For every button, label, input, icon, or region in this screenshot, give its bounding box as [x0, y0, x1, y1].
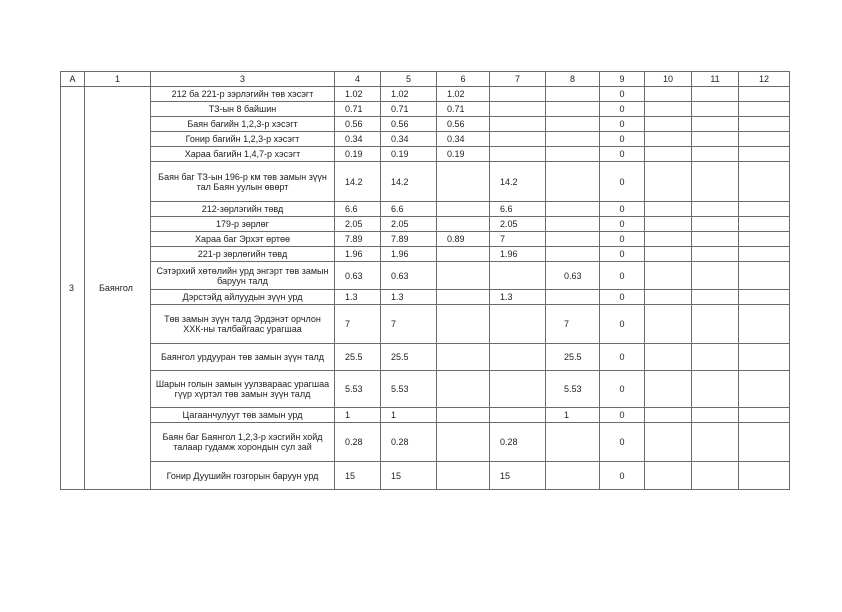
- value-cell: [437, 262, 490, 290]
- value-cell: 0: [600, 344, 645, 371]
- value-cell: 0.71: [335, 102, 381, 117]
- empty-cell: [692, 102, 739, 117]
- header-cell: 3: [151, 72, 335, 87]
- location-cell: Баян баг Баянгол 1,2,3-р хэсгийн хойд талаар гудамж хорондын сул зай: [151, 423, 335, 462]
- value-cell: 6.6: [335, 202, 381, 217]
- value-cell: 15: [381, 462, 437, 490]
- empty-cell: [739, 462, 790, 490]
- value-cell: 0: [600, 305, 645, 344]
- empty-cell: [739, 408, 790, 423]
- value-cell: 0: [600, 147, 645, 162]
- value-cell: 0.71: [381, 102, 437, 117]
- header-cell: 8: [546, 72, 600, 87]
- empty-cell: [645, 87, 692, 102]
- empty-cell: [645, 102, 692, 117]
- value-cell: [490, 344, 546, 371]
- value-cell: 0.56: [381, 117, 437, 132]
- header-cell: 4: [335, 72, 381, 87]
- empty-cell: [692, 305, 739, 344]
- location-cell: Шарын голын замын уулзвараас урагшаа гүүр хүртэл төв замын зүүн талд: [151, 371, 335, 408]
- value-cell: 5.53: [335, 371, 381, 408]
- empty-cell: [645, 232, 692, 247]
- value-cell: [490, 117, 546, 132]
- value-cell: 7.89: [381, 232, 437, 247]
- value-cell: 0: [600, 87, 645, 102]
- table-row: [61, 102, 790, 117]
- value-cell: [437, 462, 490, 490]
- header-cell: 6: [437, 72, 490, 87]
- empty-cell: [739, 217, 790, 232]
- empty-cell: [739, 371, 790, 408]
- value-cell: 0: [600, 290, 645, 305]
- value-cell: [490, 305, 546, 344]
- value-cell: 1: [546, 408, 600, 423]
- value-cell: [546, 132, 600, 147]
- table-row: [61, 371, 790, 408]
- empty-cell: [645, 344, 692, 371]
- value-cell: [437, 247, 490, 262]
- value-cell: [546, 87, 600, 102]
- empty-cell: [645, 217, 692, 232]
- empty-cell: [692, 202, 739, 217]
- value-cell: 1.96: [490, 247, 546, 262]
- value-cell: 0: [600, 262, 645, 290]
- empty-cell: [692, 147, 739, 162]
- value-cell: 0.89: [437, 232, 490, 247]
- value-cell: 0: [600, 202, 645, 217]
- value-cell: 0: [600, 162, 645, 202]
- header-cell: 12: [739, 72, 790, 87]
- value-cell: 7: [381, 305, 437, 344]
- value-cell: 0: [600, 102, 645, 117]
- value-cell: [490, 371, 546, 408]
- value-cell: [546, 202, 600, 217]
- value-cell: [437, 162, 490, 202]
- empty-cell: [739, 147, 790, 162]
- value-cell: [546, 290, 600, 305]
- empty-cell: [739, 247, 790, 262]
- table-row: [61, 290, 790, 305]
- empty-cell: [645, 132, 692, 147]
- location-cell: Хараа багийн 1,4,7-р хэсэгт: [151, 147, 335, 162]
- value-cell: 2.05: [490, 217, 546, 232]
- location-cell: 179-р зөрлөг: [151, 217, 335, 232]
- location-cell: 212 ба 221-р зэрлэгийн төв хэсэгт: [151, 87, 335, 102]
- header-cell: 1: [85, 72, 151, 87]
- value-cell: 25.5: [546, 344, 600, 371]
- value-cell: 14.2: [381, 162, 437, 202]
- value-cell: 1.3: [335, 290, 381, 305]
- value-cell: 1.02: [381, 87, 437, 102]
- empty-cell: [692, 217, 739, 232]
- value-cell: [546, 217, 600, 232]
- empty-cell: [739, 290, 790, 305]
- value-cell: 0.56: [335, 117, 381, 132]
- empty-cell: [645, 117, 692, 132]
- value-cell: 0.63: [381, 262, 437, 290]
- empty-cell: [739, 232, 790, 247]
- location-cell: Баян баг ТЗ-ын 196-р км төв замын зүүн тал Баян уулын өвөрт: [151, 162, 335, 202]
- empty-cell: [692, 371, 739, 408]
- value-cell: 0.28: [490, 423, 546, 462]
- value-cell: [546, 117, 600, 132]
- value-cell: [437, 423, 490, 462]
- value-cell: 0: [600, 217, 645, 232]
- value-cell: [490, 87, 546, 102]
- value-cell: [546, 162, 600, 202]
- value-cell: 0: [600, 423, 645, 462]
- empty-cell: [645, 462, 692, 490]
- value-cell: 0: [600, 408, 645, 423]
- value-cell: [437, 202, 490, 217]
- empty-cell: [692, 462, 739, 490]
- value-cell: [490, 132, 546, 147]
- value-cell: 0: [600, 232, 645, 247]
- value-cell: 6.6: [381, 202, 437, 217]
- table-row: [61, 344, 790, 371]
- location-cell: Гонир багийн 1,2,3-р хэсэгт: [151, 132, 335, 147]
- empty-cell: [692, 247, 739, 262]
- empty-cell: [692, 232, 739, 247]
- empty-cell: [692, 344, 739, 371]
- empty-cell: [692, 117, 739, 132]
- value-cell: 0: [600, 132, 645, 147]
- location-cell: Баянгол урдууран төв замын зүүн талд: [151, 344, 335, 371]
- value-cell: [437, 344, 490, 371]
- value-cell: [546, 147, 600, 162]
- value-cell: 5.53: [546, 371, 600, 408]
- value-cell: 1: [381, 408, 437, 423]
- table-row: [61, 247, 790, 262]
- value-cell: [490, 262, 546, 290]
- table-row: [61, 132, 790, 147]
- empty-cell: [645, 408, 692, 423]
- value-cell: 14.2: [335, 162, 381, 202]
- value-cell: 0.34: [437, 132, 490, 147]
- empty-cell: [739, 305, 790, 344]
- empty-cell: [739, 102, 790, 117]
- value-cell: 15: [490, 462, 546, 490]
- value-cell: [546, 102, 600, 117]
- empty-cell: [645, 202, 692, 217]
- table-row: [61, 217, 790, 232]
- location-cell: Хараа баг Эрхэт өртөө: [151, 232, 335, 247]
- empty-cell: [645, 371, 692, 408]
- location-cell: ТЗ-ын 8 байшин: [151, 102, 335, 117]
- value-cell: 0: [600, 117, 645, 132]
- value-cell: 0.71: [437, 102, 490, 117]
- value-cell: 1.02: [437, 87, 490, 102]
- header-cell: 9: [600, 72, 645, 87]
- value-cell: 1.3: [490, 290, 546, 305]
- value-cell: 1.3: [381, 290, 437, 305]
- value-cell: 7.89: [335, 232, 381, 247]
- group-index-cell: 3: [61, 87, 85, 490]
- value-cell: 0.63: [335, 262, 381, 290]
- value-cell: 2.05: [381, 217, 437, 232]
- value-cell: 0.19: [437, 147, 490, 162]
- value-cell: [437, 305, 490, 344]
- value-cell: 0.19: [335, 147, 381, 162]
- value-cell: 1.02: [335, 87, 381, 102]
- value-cell: 15: [335, 462, 381, 490]
- value-cell: 1.96: [381, 247, 437, 262]
- location-cell: 221-р зөрлөгийн төвд: [151, 247, 335, 262]
- value-cell: 25.5: [335, 344, 381, 371]
- location-cell: Гонир Дуушийн гозгорын баруун урд: [151, 462, 335, 490]
- value-cell: 14.2: [490, 162, 546, 202]
- table-row: [61, 117, 790, 132]
- value-cell: [490, 147, 546, 162]
- value-cell: 0: [600, 462, 645, 490]
- table-row: [61, 87, 790, 102]
- empty-cell: [739, 117, 790, 132]
- empty-cell: [739, 262, 790, 290]
- value-cell: 0: [600, 247, 645, 262]
- value-cell: 0.34: [335, 132, 381, 147]
- value-cell: 1.96: [335, 247, 381, 262]
- value-cell: 7: [490, 232, 546, 247]
- empty-cell: [645, 305, 692, 344]
- empty-cell: [692, 132, 739, 147]
- empty-cell: [645, 147, 692, 162]
- header-cell: 11: [692, 72, 739, 87]
- value-cell: [490, 408, 546, 423]
- empty-cell: [739, 344, 790, 371]
- empty-cell: [739, 132, 790, 147]
- table-row: [61, 305, 790, 344]
- empty-cell: [692, 162, 739, 202]
- table-row: [61, 147, 790, 162]
- value-cell: 5.53: [381, 371, 437, 408]
- location-cell: Төв замын зүүн талд Эрдэнэт орчлон ХХК-ны талбайгаас урагшаа: [151, 305, 335, 344]
- value-cell: 1: [335, 408, 381, 423]
- value-cell: 0.56: [437, 117, 490, 132]
- table-row: [61, 408, 790, 423]
- value-cell: 2.05: [335, 217, 381, 232]
- empty-cell: [692, 408, 739, 423]
- value-cell: [437, 408, 490, 423]
- empty-cell: [739, 202, 790, 217]
- empty-cell: [645, 262, 692, 290]
- value-cell: 0.19: [381, 147, 437, 162]
- table-row: [61, 423, 790, 462]
- value-cell: 0: [600, 371, 645, 408]
- table-row: [61, 202, 790, 217]
- empty-cell: [692, 290, 739, 305]
- value-cell: [546, 247, 600, 262]
- table-row: [61, 262, 790, 290]
- value-cell: [490, 102, 546, 117]
- value-cell: [437, 217, 490, 232]
- data-table: [60, 71, 790, 490]
- empty-cell: [645, 162, 692, 202]
- location-cell: Дэрстэйд айлуудын зүүн урд: [151, 290, 335, 305]
- location-cell: Сэтэрхий хөтөлийн урд энгэрт төв замын баруун талд: [151, 262, 335, 290]
- empty-cell: [739, 162, 790, 202]
- empty-cell: [692, 87, 739, 102]
- empty-cell: [739, 87, 790, 102]
- value-cell: 0.63: [546, 262, 600, 290]
- location-cell: Цагаанчулуут төв замын урд: [151, 408, 335, 423]
- value-cell: [546, 423, 600, 462]
- value-cell: 7: [546, 305, 600, 344]
- value-cell: [546, 232, 600, 247]
- header-cell: A: [61, 72, 85, 87]
- value-cell: [437, 371, 490, 408]
- value-cell: [437, 290, 490, 305]
- header-row: [61, 72, 790, 87]
- value-cell: 6.6: [490, 202, 546, 217]
- value-cell: 0.34: [381, 132, 437, 147]
- table-row: [61, 462, 790, 490]
- value-cell: 0.28: [335, 423, 381, 462]
- table-body: [61, 87, 790, 490]
- empty-cell: [645, 247, 692, 262]
- value-cell: [546, 462, 600, 490]
- empty-cell: [739, 423, 790, 462]
- value-cell: 7: [335, 305, 381, 344]
- table-row: [61, 162, 790, 202]
- location-cell: Баян багийн 1,2,3-р хэсэгт: [151, 117, 335, 132]
- header-cell: 10: [645, 72, 692, 87]
- header-cell: 7: [490, 72, 546, 87]
- empty-cell: [645, 290, 692, 305]
- empty-cell: [692, 423, 739, 462]
- header-cell: 5: [381, 72, 437, 87]
- table-row: [61, 232, 790, 247]
- value-cell: 25.5: [381, 344, 437, 371]
- empty-cell: [692, 262, 739, 290]
- empty-cell: [645, 423, 692, 462]
- value-cell: 0.28: [381, 423, 437, 462]
- group-name-cell: Баянгол: [85, 87, 151, 490]
- location-cell: 212-зөрлэгийн төвд: [151, 202, 335, 217]
